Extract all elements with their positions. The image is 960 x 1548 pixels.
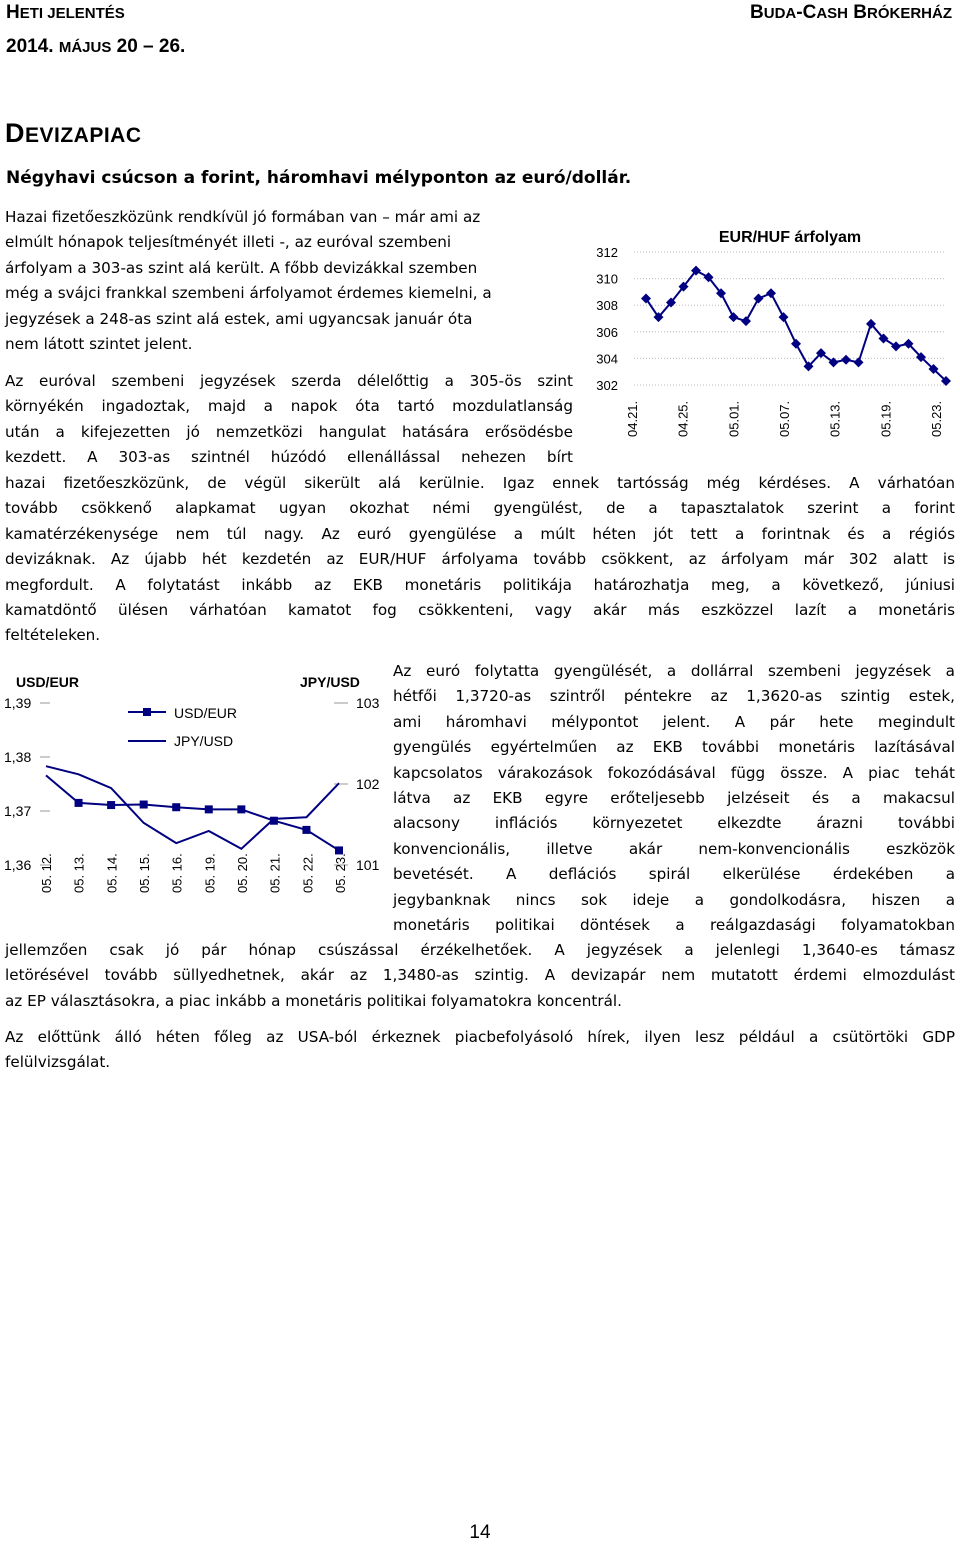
data-point	[791, 339, 801, 349]
text-line: tovább csökkenő alapkamat ugyan okozhat némi gyengülést, de a tapasztalatok szerint a forint	[5, 499, 955, 518]
series-line-usdeur	[46, 775, 339, 850]
report-title: HETI JELENTÉS	[6, 2, 125, 23]
paragraph-eurusd-side	[393, 659, 955, 938]
text-line: jellemzően csak jó pár hónap csúszással érzékelhetőek. A jegyzések a jelenlegi 1,3640-es támasz	[5, 941, 955, 959]
text-line: hazai fizetőeszközünk, de végül sikerült alá kerülnie. Igaz ennek tartósság még kérdéses. A várhatóan	[5, 474, 955, 492]
text-line: nem látott szintet jelent.	[5, 335, 193, 354]
y-right-tick-label: 102	[356, 776, 380, 792]
x-tick-label: 05. 12.	[39, 853, 54, 893]
x-tick-label: 05. 22.	[300, 853, 316, 893]
x-tick-label: 04.21.	[625, 400, 640, 437]
text-line: megfordult. A folytatást inkább az EKB monetáris politikája határozhatja meg, a következő, júniusi	[5, 575, 955, 594]
text-line: kamatdöntő ülésen várhatóan kamatot fog csökkenteni, vagy akár más eszközzel lazít a monetáris	[5, 601, 955, 620]
text-line: árfolyam a 303-as szint alá került. A főbb devizákkal szemben	[5, 258, 478, 277]
text-line: konvencionális, illetve akár nem-konvencionális eszközök	[393, 839, 955, 858]
y-left-tick-label: 1,39	[4, 695, 32, 711]
x-tick-label: 05.01.	[726, 400, 742, 437]
headline: Négyhavi csúcson a forint, háromhavi mélyponton az euró/dollár.	[6, 168, 632, 188]
x-tick-label: 05. 19.	[202, 853, 218, 893]
text-line: látva az EKB egyre erőteljesebb jelzéseit és a makacsul	[393, 789, 955, 808]
x-tick-label: 05.07.	[777, 400, 792, 437]
legend-label-usdeur: USD/EUR	[174, 705, 238, 721]
data-point-usdeur	[205, 805, 213, 813]
text-line: alacsony inflációs környezetet elkezdte árazni további	[393, 814, 955, 833]
text-line: kamatérzékenysége nem túl nagy. Az euró gyengülése a múlt héten jót tett a forintnak és a régiós	[5, 524, 955, 543]
text-line: elmúlt hónapok teljesítményét illeti -, az euróval szembeni	[5, 233, 452, 252]
y-right-tick-label: 101	[356, 857, 380, 873]
data-point-usdeur	[270, 817, 278, 825]
x-tick-label: 04.25.	[675, 400, 691, 437]
x-tick-label: 05. 14.	[104, 853, 120, 893]
text-line: felülvizsgálat.	[5, 1053, 111, 1072]
text-line: feltételeken.	[5, 626, 101, 645]
paragraph-outlook	[5, 1025, 955, 1076]
data-point-usdeur	[172, 803, 180, 811]
x-tick-label: 05.23.	[929, 400, 944, 437]
series-line	[646, 271, 946, 381]
text-line: az EP választásokra, a piac inkább a monetáris politikai folyamatokra koncentrál.	[5, 991, 622, 1010]
x-tick-label: 05.13.	[827, 400, 843, 437]
y-tick-label: 306	[596, 324, 618, 340]
right-axis-title: JPY/USD	[300, 674, 360, 690]
text-line: Az előttünk álló héten főleg az USA-ból érkeznek piacbefolyásoló hírek, ilyen lesz például a csütörtöki GDP	[5, 1028, 955, 1046]
report-date: 2014. MÁJUS 20 – 26.	[6, 36, 186, 57]
data-point	[891, 341, 901, 351]
text-line: kapcsolatos várakozások fokozódásával függ össze. A piac tehát	[393, 763, 955, 782]
x-tick-label: 05.19.	[878, 400, 894, 437]
data-point	[766, 288, 776, 298]
paragraph-eurusd-full	[5, 938, 955, 1014]
text-line: Az euróval szembeni jegyzések szerda délelőttig a 305-ös szint	[5, 372, 573, 390]
left-axis-title: USD/EUR	[16, 674, 80, 690]
text-line: devizáknak. Az újabb hét kezdetén az EUR/HUF árfolyama tovább csökkent, az árfolyam már 302 alatt is	[5, 550, 955, 569]
y-left-tick-label: 1,37	[4, 803, 32, 819]
data-point	[754, 294, 764, 304]
data-point-usdeur	[335, 846, 343, 854]
data-point-usdeur	[140, 801, 148, 809]
data-point	[729, 312, 739, 322]
x-tick-label: 05. 16.	[169, 853, 185, 893]
eurhuf-chart	[580, 215, 955, 450]
y-left-tick-label: 1,38	[4, 749, 32, 765]
data-point	[741, 316, 751, 326]
section-title: DEVIZAPIAC	[5, 118, 142, 148]
x-tick-label: 05. 20.	[235, 853, 250, 893]
text-line: bevetését. A deflációs spirál elkerülése érdekében a	[393, 865, 955, 884]
text-line: jegyzések a 248-as szint alá estek, ami ugyancsak január óta	[5, 309, 473, 328]
text-line: monetáris politikai döntések a reálgazdasági folyamatokban	[393, 916, 955, 935]
usdeur-jpyusd-chart	[0, 665, 385, 905]
paragraph-eurhuf-side	[5, 369, 573, 471]
x-tick-label: 05. 13.	[71, 853, 87, 893]
text-line: környékén ingadoztak, majd a napok óta tartó mozdulatlanság	[5, 397, 573, 416]
x-tick-label: 05. 23.	[333, 853, 348, 893]
brand-name: BUDA-CASH BRÓKERHÁZ	[750, 2, 952, 23]
chart-title: EUR/HUF árfolyam	[718, 229, 862, 246]
data-point	[841, 355, 851, 365]
text-line: ami háromhavi mélypontot jelent. A pár hete megindult	[393, 712, 955, 731]
y-tick-label: 302	[596, 378, 618, 393]
text-line: jegybanknak nincs sok ideje a gondolkodásra, hiszen a	[393, 890, 955, 909]
data-point-usdeur	[237, 805, 245, 813]
page-number: 14	[469, 1522, 491, 1543]
text-line: után a kifejezetten jó nemzetközi hangulat hatására erősödésbe	[5, 422, 573, 441]
y-tick-label: 304	[596, 351, 618, 367]
text-line: még a svájci frankkal szembeni árfolyamot érdemes kiemelni, a	[5, 284, 492, 303]
legend-marker-usdeur	[143, 708, 151, 716]
text-line: kezdett. A 303-as szintnél húzódó ellenállással nehezen bírt	[5, 448, 573, 467]
x-tick-label: 05. 15.	[137, 853, 152, 893]
y-tick-label: 308	[596, 298, 618, 314]
legend-label-jpyusd: JPY/USD	[174, 733, 234, 749]
text-line: hétfői 1,3720-as szintről péntekre az 1,3620-as szintig estek,	[393, 687, 955, 706]
paragraph-eurhuf-full	[5, 471, 955, 649]
data-point-usdeur	[302, 826, 310, 834]
y-left-tick-label: 1,36	[4, 857, 32, 873]
paragraph-forint	[5, 205, 573, 357]
x-tick-label: 05. 21.	[267, 853, 283, 893]
text-line: Az euró folytatta gyengülését, a dollárral szembeni jegyzések a	[393, 662, 955, 680]
text-line: Hazai fizetőeszközünk rendkívül jó formában van – már ami az	[5, 208, 481, 226]
text-line: letörésével tovább süllyedhetnek, akár az 1,3480-as szintig. A devizapár nem mutatott érdemi elmozdulást	[5, 966, 955, 985]
data-point	[779, 312, 789, 322]
y-tick-label: 310	[596, 271, 618, 287]
y-right-tick-label: 103	[356, 695, 380, 711]
data-point-usdeur	[75, 799, 83, 807]
text-line: gyengülés egyértelműen az EKB további monetáris lazításával	[393, 738, 955, 757]
y-tick-label: 312	[596, 245, 618, 260]
data-point-usdeur	[107, 801, 115, 809]
